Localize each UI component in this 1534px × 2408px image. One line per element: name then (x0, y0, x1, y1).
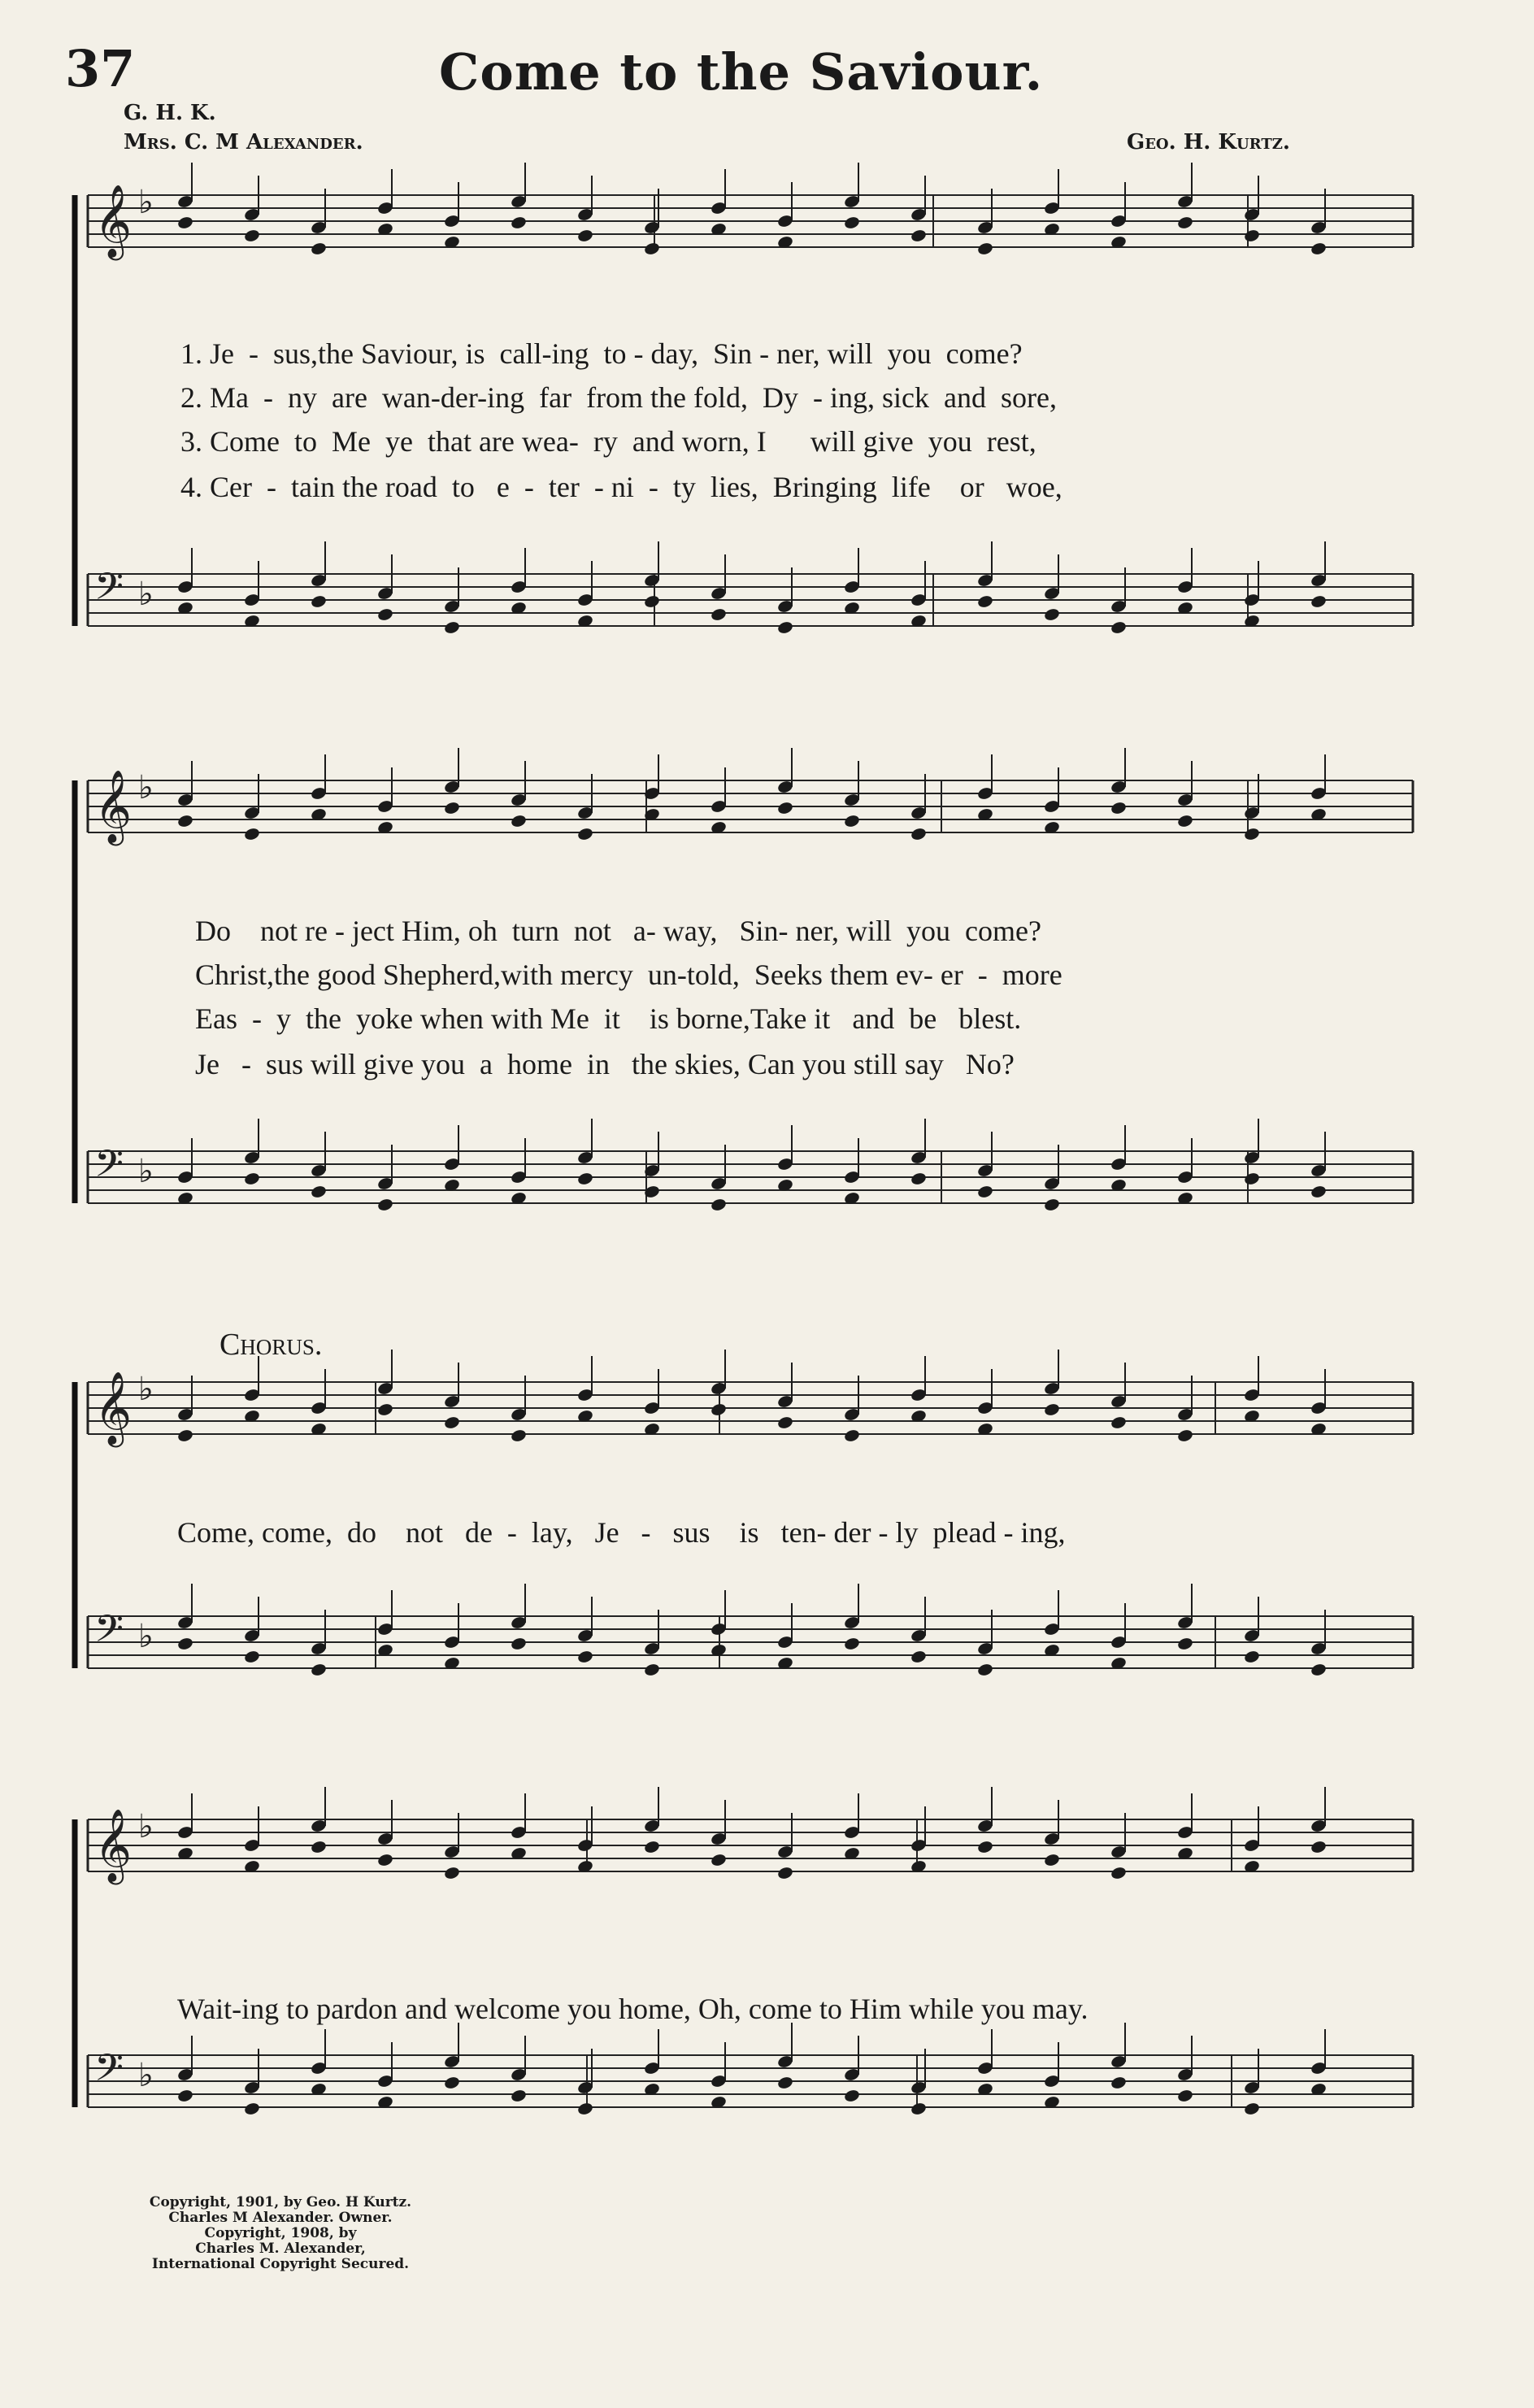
treble-clef-icon: 𝄞 (94, 1371, 133, 1445)
copyright-line: Copyright, 1908, by (204, 2225, 357, 2241)
verse-3-line-a: 3. Come to Me ye that are wea- ry and worn, I will give you rest, (180, 425, 1036, 458)
verse-4-line-b: Je - sus will give you a home in the skies, Can you still say No? (195, 1048, 1015, 1080)
note-head (443, 2075, 460, 2090)
flat-key-signature-icon: ♭ (138, 576, 154, 613)
note-head (443, 801, 460, 815)
flat-key-signature-icon: ♭ (138, 1371, 154, 1408)
note-head (843, 1428, 860, 1443)
note-head (910, 2102, 927, 2116)
note-head (510, 215, 527, 230)
note-head (510, 1636, 527, 1651)
note-head (1243, 827, 1260, 841)
copyright-line: Charles M. Alexander, (195, 2241, 366, 2257)
note-head (243, 827, 260, 841)
note-head (1110, 1415, 1127, 1430)
note-head (310, 1184, 327, 1199)
note-head (976, 1840, 993, 1854)
note-head (1310, 594, 1327, 609)
bass-clef-icon: 𝄢 (94, 1607, 124, 1660)
note-head (643, 594, 660, 609)
note-head (1310, 241, 1327, 256)
note-head (910, 1650, 927, 1664)
flat-key-signature-icon: ♭ (138, 1618, 154, 1655)
note-head (1110, 620, 1127, 635)
copyright-notice (122, 2195, 439, 2272)
note-head (576, 2102, 593, 2116)
note-head (1243, 1650, 1260, 1664)
note-head (1110, 2075, 1127, 2090)
note-head (1110, 801, 1127, 815)
treble-clef-icon: 𝄞 (94, 185, 133, 258)
note-head (310, 1663, 327, 1677)
copyright-line: International Copyright Secured. (151, 2256, 410, 2272)
note-head (643, 1840, 660, 1854)
note-head (776, 1415, 793, 1430)
note-head (1176, 1636, 1193, 1651)
credit-initials: G. H. K. (124, 101, 216, 125)
note-head (1176, 215, 1193, 230)
note-head (910, 1171, 927, 1186)
note-head (376, 607, 393, 622)
note-head (376, 1853, 393, 1867)
note-head (243, 1650, 260, 1664)
flat-key-signature-icon: ♭ (138, 769, 154, 806)
note-head (443, 1866, 460, 1880)
copyright-line: Copyright, 1901, by Geo. H Kurtz. (149, 2194, 412, 2210)
flat-key-signature-icon: ♭ (138, 1808, 154, 1845)
verse-3-line-b: Eas - y the yoke when with Me it is borne,Take it and be blest. (195, 1002, 1022, 1035)
note-head (1243, 1171, 1260, 1186)
note-head (443, 1415, 460, 1430)
note-head (510, 2089, 527, 2103)
note-head (976, 594, 993, 609)
note-head (1043, 1402, 1060, 1417)
credit-music-composer: Geo. H. Kurtz. (1127, 130, 1290, 154)
hymn-title: Come to the Saviour. (439, 42, 1044, 102)
note-head (1310, 1184, 1327, 1199)
verse-4-line-a: 4. Cer - tain the road to e - ter - ni - ty lies, Bringing life or woe, (180, 471, 1063, 503)
note-head (976, 1663, 993, 1677)
note-head (176, 1636, 193, 1651)
treble-clef-icon: 𝄞 (94, 770, 133, 843)
note-head (976, 241, 993, 256)
note-head (310, 241, 327, 256)
note-head (710, 1853, 727, 1867)
note-head (510, 814, 527, 828)
flat-key-signature-icon: ♭ (138, 1153, 154, 1190)
note-head (443, 620, 460, 635)
treble-clef-icon: 𝄞 (94, 1809, 133, 1882)
note-head (243, 1171, 260, 1186)
chorus-line-1: Come, come, do not de - lay, Je - sus is ten- der - ly plead - ing, (177, 1516, 1066, 1549)
bass-clef-icon: 𝄢 (94, 565, 124, 618)
verse-1-line-b: Do not re - ject Him, oh turn not a- way, Sin- ner, will you come? (195, 915, 1041, 947)
note-head (776, 620, 793, 635)
note-head (710, 607, 727, 622)
note-head (1176, 2089, 1193, 2103)
note-head (976, 1184, 993, 1199)
note-head (776, 2075, 793, 2090)
note-head (1243, 228, 1260, 243)
note-head (576, 827, 593, 841)
note-head (176, 814, 193, 828)
note-head (376, 1402, 393, 1417)
note-head (243, 2102, 260, 2116)
note-head (376, 1197, 393, 1212)
note-head (843, 215, 860, 230)
note-head (843, 2089, 860, 2103)
note-head (1176, 1428, 1193, 1443)
verse-2-line-a: 2. Ma - ny are wan-der-ing far from the fold, Dy - ing, sick and sore, (180, 381, 1057, 414)
verse-1-line-a: 1. Je - sus,the Saviour, is call-ing to - day, Sin - ner, will you come? (180, 337, 1023, 370)
chorus-label: Chorus. (219, 1328, 323, 1362)
note-head (643, 241, 660, 256)
note-head (1176, 814, 1193, 828)
note-head (1043, 607, 1060, 622)
bass-clef-icon: 𝄢 (94, 1142, 124, 1195)
note-head (910, 827, 927, 841)
note-head (776, 801, 793, 815)
note-head (243, 228, 260, 243)
note-head (1310, 1840, 1327, 1854)
note-head (843, 814, 860, 828)
note-head (1243, 2102, 1260, 2116)
note-head (710, 1402, 727, 1417)
note-head (1043, 1197, 1060, 1212)
note-head (1043, 1853, 1060, 1867)
note-head (310, 594, 327, 609)
copyright-line: Charles M Alexander. Owner. (168, 2210, 393, 2226)
note-head (176, 1428, 193, 1443)
hymn-number: 37 (65, 39, 136, 98)
note-head (576, 1171, 593, 1186)
flat-key-signature-icon: ♭ (138, 2057, 154, 2094)
verse-2-line-b: Christ,the good Shepherd,with mercy un-told, Seeks them ev- er - more (195, 958, 1063, 991)
chorus-line-2: Wait-ing to pardon and welcome you home, Oh, come to Him while you may. (177, 1993, 1089, 2025)
note-head (176, 215, 193, 230)
note-head (643, 1663, 660, 1677)
note-head (1110, 1866, 1127, 1880)
note-head (1310, 1663, 1327, 1677)
note-head (510, 1428, 527, 1443)
note-head (843, 1636, 860, 1651)
bass-clef-icon: 𝄢 (94, 2046, 124, 2099)
note-head (176, 2089, 193, 2103)
note-head (710, 1197, 727, 1212)
note-head (576, 228, 593, 243)
flat-key-signature-icon: ♭ (138, 184, 154, 221)
note-head (576, 1650, 593, 1664)
note-head (310, 1840, 327, 1854)
credit-words-author: Mrs. C. M Alexander. (124, 130, 363, 154)
note-head (776, 1866, 793, 1880)
note-head (910, 228, 927, 243)
